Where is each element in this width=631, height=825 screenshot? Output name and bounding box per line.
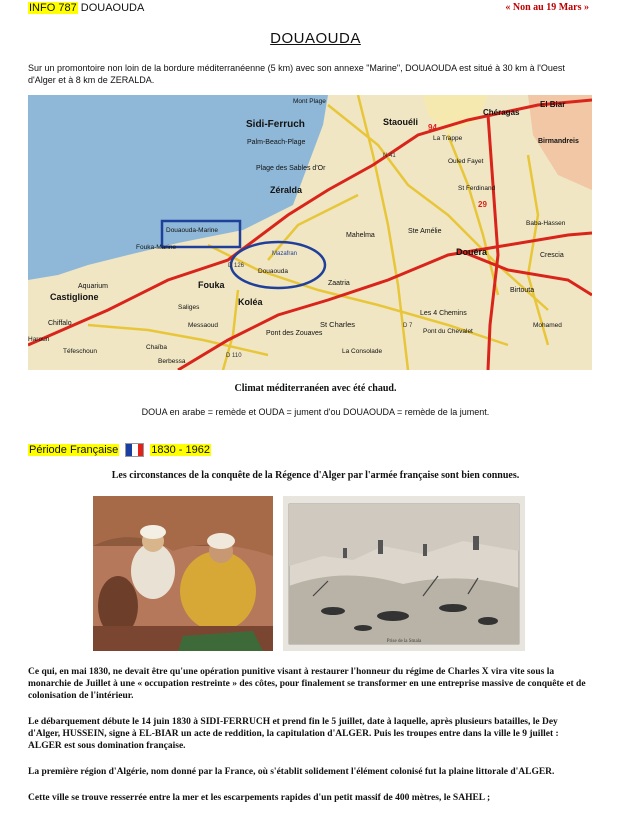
map-label: La Trappe [433,135,463,142]
road-label: 94 [428,123,437,132]
paragraph: Le débarquement débute le 14 juin 1830 à SIDI-FERRUCH et prend fin le 5 juillet, date à laquelle, après plusieurs batailles, le Dey d'Alger, HUSSEIN, signe à EL-BIAR un acte de reddition, la capitulation d'ALGER. Puis les troupes entre dans la ville le 9 juillet : ALGER est sous domination française. [28,717,559,751]
info-label: INFO 787 [29,2,77,14]
map-label: Ouled Fayet [448,158,484,165]
engraving-caption: Prise de la Smala [386,639,422,644]
etymology-text: DOUA en arabe = remède et OUDA = jument d'ou DOUAOUDA = remède de la jument. [141,407,490,417]
paragraph: Cette ville se trouve resserrée entre la mer et les escarpements rapides d'un petit massif de 400 mètres, le SAHEL ; [28,793,491,803]
map-label: Koléa [238,297,263,307]
map-label: St Ferdinand [458,185,496,192]
map-label: Douaouda-Marine [166,227,219,234]
map-label: Zéralda [270,185,303,195]
engraving-conquest-scene [283,496,525,651]
period-label: Période Française [29,444,119,456]
map-label: Téfeschoun [63,348,97,355]
map-label: Pont des Zouaves [266,330,323,337]
map-label: Aquarium [78,283,108,290]
map-label: Douéra [456,247,488,257]
map-label: Palm-Beach-Plage [247,139,306,146]
info-title: DOUAOUDA [80,2,145,14]
map-label: Crescia [540,252,564,259]
map-label: Birmandreis [538,138,579,145]
map-label: Haroun [28,336,50,343]
map-label: Plage des Sables d'Or [256,165,326,172]
painting-dey-of-algiers [93,496,273,651]
map-label: Mazafran [272,251,298,257]
map-label: Zaatria [328,280,350,287]
road-label: 29 [478,200,487,209]
map-label: St Charles [320,320,356,329]
map-label: Baba-Hassen [526,220,566,227]
french-flag-icon [125,443,144,457]
intro-text: Sur un promontoire non loin de la bordure méditerranéenne (5 km) avec son annexe "Marine", DOUAOUDA est situé à 30 km à l'Ouest d'Alger et à 8 km de ZERALDA. [28,63,565,85]
map-label: Fouka-Marine [136,244,177,251]
map-label: Messaoud [188,322,218,329]
map-label: Chaïba [146,344,167,351]
road-map-image [28,95,592,370]
map-label: Chiffalo [48,320,72,327]
road-map [28,95,592,370]
map-label: Chéragas [483,108,520,117]
map-label: Mont Plage [293,98,326,105]
road-label: D 110 [226,353,242,359]
paragraph: La première région d'Algérie, nom donné par la France, où s'établit solidement l'élément colonisé fut la plaine littorale d'ALGER. [28,767,555,777]
road-label: N 41 [383,153,396,159]
period-dates: 1830 - 1962 [151,444,210,456]
map-label: Pont du Chevalet [423,328,473,335]
road-label: D 126 [228,263,245,269]
road-label: D 7 [403,323,413,329]
info-header [28,2,144,14]
map-label: Mohamed [533,322,562,329]
notice-text: « Non au 19 Mars » [505,2,589,13]
section-intro: Les circonstances de la conquête de la Régence d'Alger par l'armée française sont bien connues. [111,470,520,481]
map-label: Douaouda [258,268,288,275]
map-label: La Consolade [342,348,383,355]
page-title: DOUAOUDA [270,30,361,47]
map-label: Sidi-Ferruch [246,119,305,130]
map-label: Berbessa [158,358,186,365]
map-label: Mahelma [346,232,375,239]
map-label: Staouéli [383,117,419,127]
map-label: Ste Amélie [408,228,442,235]
map-label: Fouka [198,280,225,290]
map-label: Les 4 Chemins [420,310,467,317]
map-label: Saliges [178,304,200,311]
climate-caption: Climat méditerranéen avec été chaud. [234,383,397,394]
period-heading [28,443,211,457]
paragraph: Ce qui, en mai 1830, ne devait être qu'une opération punitive visant à restaurer l'honneur du régime de Charles X vira vite sous la monarchie de Juillet à une « occupation restreinte » des côtes, pour finalement se transformer en une entreprise massive de conquête et de colonisation de l'intérieur. [28,667,586,701]
map-label: Birtouta [510,287,535,294]
map-label: Castiglione [50,292,99,302]
map-label: El Biar [540,100,566,109]
